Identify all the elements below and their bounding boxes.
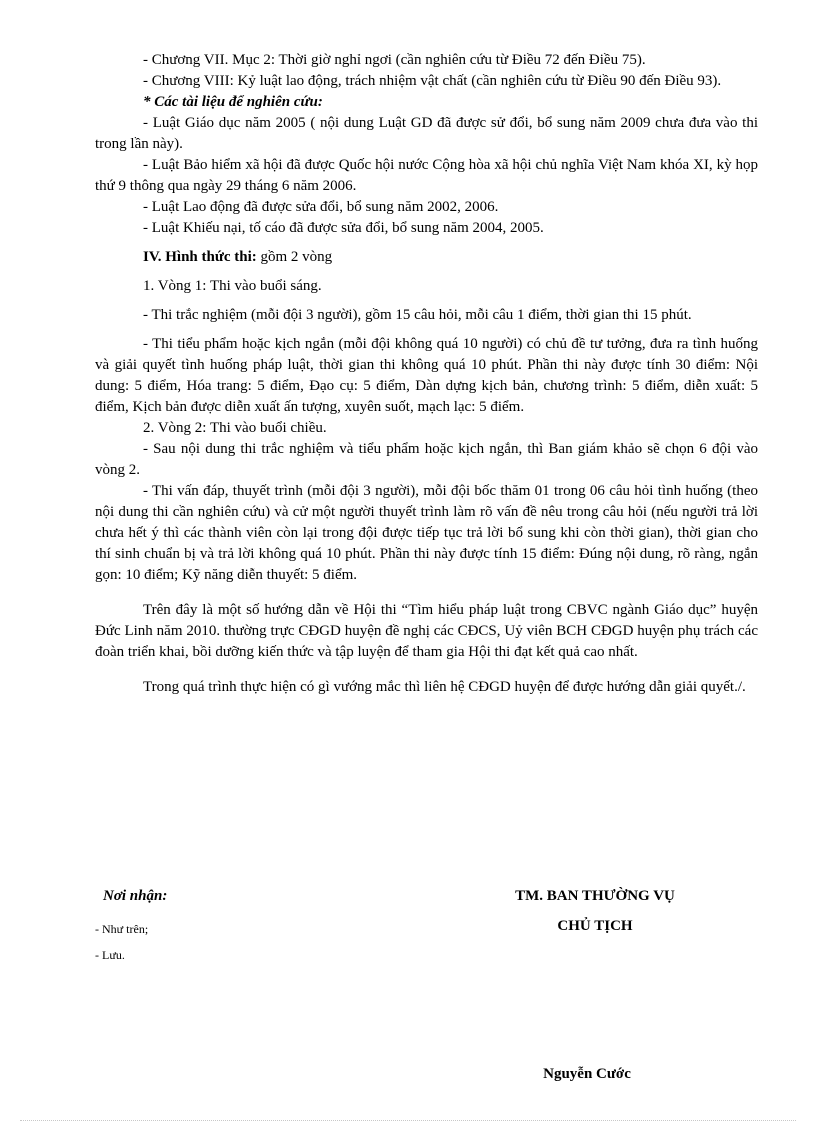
paragraph: - Luật Lao động đã được sửa đổi, bổ sung năm 2002, 2006. xyxy=(143,199,499,215)
paragraph: - Luật Giáo dục năm 2005 ( nội dung Luật GD đã được sử đổi, bổ sung năm 2009 chưa đưa vào thi trong lần này). xyxy=(95,115,758,152)
section-heading-materials: * Các tài liệu để nghiên cứu: xyxy=(143,94,323,110)
signature-name: Nguyễn Cước xyxy=(543,1066,631,1082)
paragraph: 1. Vòng 1: Thi vào buổi sáng. xyxy=(143,278,322,294)
paragraph: - Thi trắc nghiệm (mỗi đội 3 người), gồm 15 câu hỏi, mỗi câu 1 điểm, thời gian thi 15 phút. xyxy=(143,307,692,323)
signature-position: CHỦ TỊCH xyxy=(557,918,633,934)
recipient-item: - Lưu. xyxy=(95,948,125,962)
paragraph: 2. Vòng 2: Thi vào buổi chiều. xyxy=(143,420,327,436)
paragraph: - Luật Khiếu nại, tố cáo đã được sửa đổi, bổ sung năm 2004, 2005. xyxy=(143,220,544,236)
recipients-title: Nơi nhận: xyxy=(103,888,168,904)
footer xyxy=(95,888,758,1138)
page-bottom-divider xyxy=(20,1120,796,1121)
recipient-item: - Như trên; xyxy=(95,922,149,936)
paragraph: - Thi vấn đáp, thuyết trình (mỗi đội 3 người), mỗi đội bốc thăm 01 trong 06 câu hỏi tình huống (theo nội dung thi cần nghiên cứu) và cử một người thuyết trình làm rõ vấn đề nêu trong câu hỏi (nếu người trả lời chưa hết ý thì các thành viên còn lại trong đội được tiếp tục trả lời bổ sung khi còn thời gian), thời gian cho thí sinh chuẩn bị và trả lời không quá 10 phút. Phần thi này được tính 15 điểm: Đúng nội dung, rõ ràng, ngắn gọn: 10 điểm; Kỹ năng diễn thuyết: 5 điểm. xyxy=(95,483,758,583)
paragraph: - Chương VII. Mục 2: Thời giờ nghỉ ngơi (cần nghiên cứu từ Điều 72 đến Điều 75). xyxy=(143,52,646,68)
paragraph: - Sau nội dung thi trắc nghiệm và tiểu phẩm hoặc kịch ngắn, thì Ban giám khảo sẽ chọn 6 đội vào vòng 2. xyxy=(95,441,758,478)
paragraph: - Thi tiểu phẩm hoặc kịch ngắn (mỗi đội không quá 10 người) có chủ đề tư tưởng, đưa ra tình huống và giải quyết tình huống pháp luật, thời gian thi không quá 10 phút. Phần thi này được tính 30 điểm: Nội dung: 5 điểm, Hóa trang: 5 điểm, Đạo cụ: 5 điểm, Dàn dựng kịch bản, chương trình: 5 điểm, diễn xuất: 5 điểm, Kịch bản được diễn xuất ấn tượng, xuyên suốt, mạch lạc: 5 điểm. xyxy=(95,336,758,415)
paragraph: Trên đây là một số hướng dẫn về Hội thi “Tìm hiểu pháp luật trong CBVC ngành Giáo dục” huyện Đức Linh năm 2010. thường trực CĐGD huyện đề nghị các CĐCS, Uỷ viên BCH CĐGD huyện phụ trách các đoàn triển khai, bồi dưỡng kiến thức và tập luyện để tham gia Hội thi đạt kết quả cao nhất. xyxy=(95,602,758,660)
footer-area xyxy=(95,0,758,1123)
paragraph: Trong quá trình thực hiện có gì vướng mắc thì liên hệ CĐGD huyện để được hướng dẫn giải quyết./. xyxy=(143,679,746,695)
signature-title: TM. BAN THƯỜNG VỤ xyxy=(515,888,675,904)
paragraph: - Luật Bảo hiểm xã hội đã được Quốc hội nước Cộng hòa xã hội chủ nghĩa Việt Nam khóa XI, kỳ họp thứ 9 thông qua ngày 29 tháng 6 năm 2006. xyxy=(95,157,758,194)
section-heading-label: IV. Hình thức thi: xyxy=(143,249,257,265)
paragraph: - Chương VIII: Kỷ luật lao động, trách nhiệm vật chất (cần nghiên cứu từ Điều 90 đến Điều 93). xyxy=(143,73,722,89)
section-heading-rest: gồm 2 vòng xyxy=(256,249,333,265)
